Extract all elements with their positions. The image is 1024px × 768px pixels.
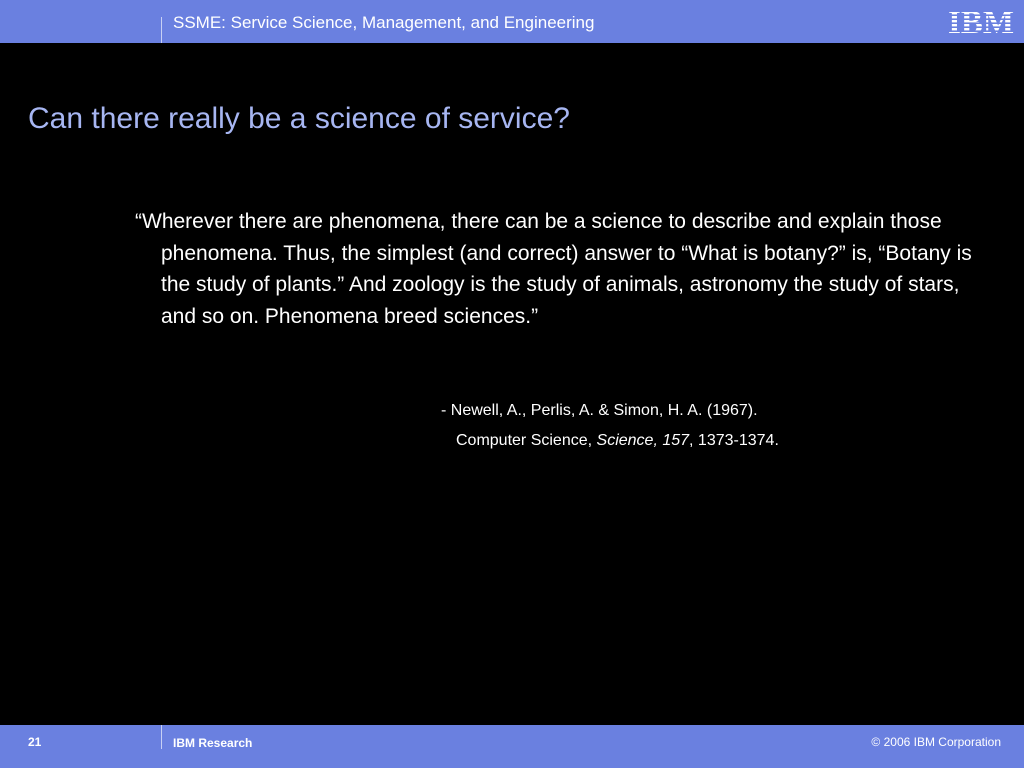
ibm-logo: [946, 4, 1016, 38]
header-title: SSME: Service Science, Management, and Engineering: [173, 13, 595, 32]
page-number: 21: [28, 735, 42, 749]
footer-divider: [161, 725, 162, 749]
citation: [441, 396, 779, 456]
header-divider: [161, 17, 162, 43]
citation-line-1: - Newell, A., Perlis, A. & Simon, H. A. (1967).: [441, 402, 758, 419]
footer-bar: [0, 725, 1024, 768]
citation-source: Computer Science,: [456, 432, 597, 449]
footer-label: IBM Research: [173, 736, 253, 750]
header-bar: [0, 0, 1024, 43]
citation-pages: , 1373-1374.: [689, 432, 779, 449]
slide-title: Can there really be a science of service?: [28, 102, 570, 135]
citation-line-2: [441, 426, 779, 456]
citation-journal: Science, 157: [596, 432, 690, 449]
quote-text: “Wherever there are phenomena, there can be a science to describe and explain those phenomena. Thus, the simplest (and correct) answer to “What is botany?” is, “Botany is the study of plants.” And zoology is the study of animals, astronomy the study of stars, and so on. Phenomena breed sciences.”: [135, 210, 972, 328]
copyright: © 2006 IBM Corporation: [871, 735, 1001, 749]
